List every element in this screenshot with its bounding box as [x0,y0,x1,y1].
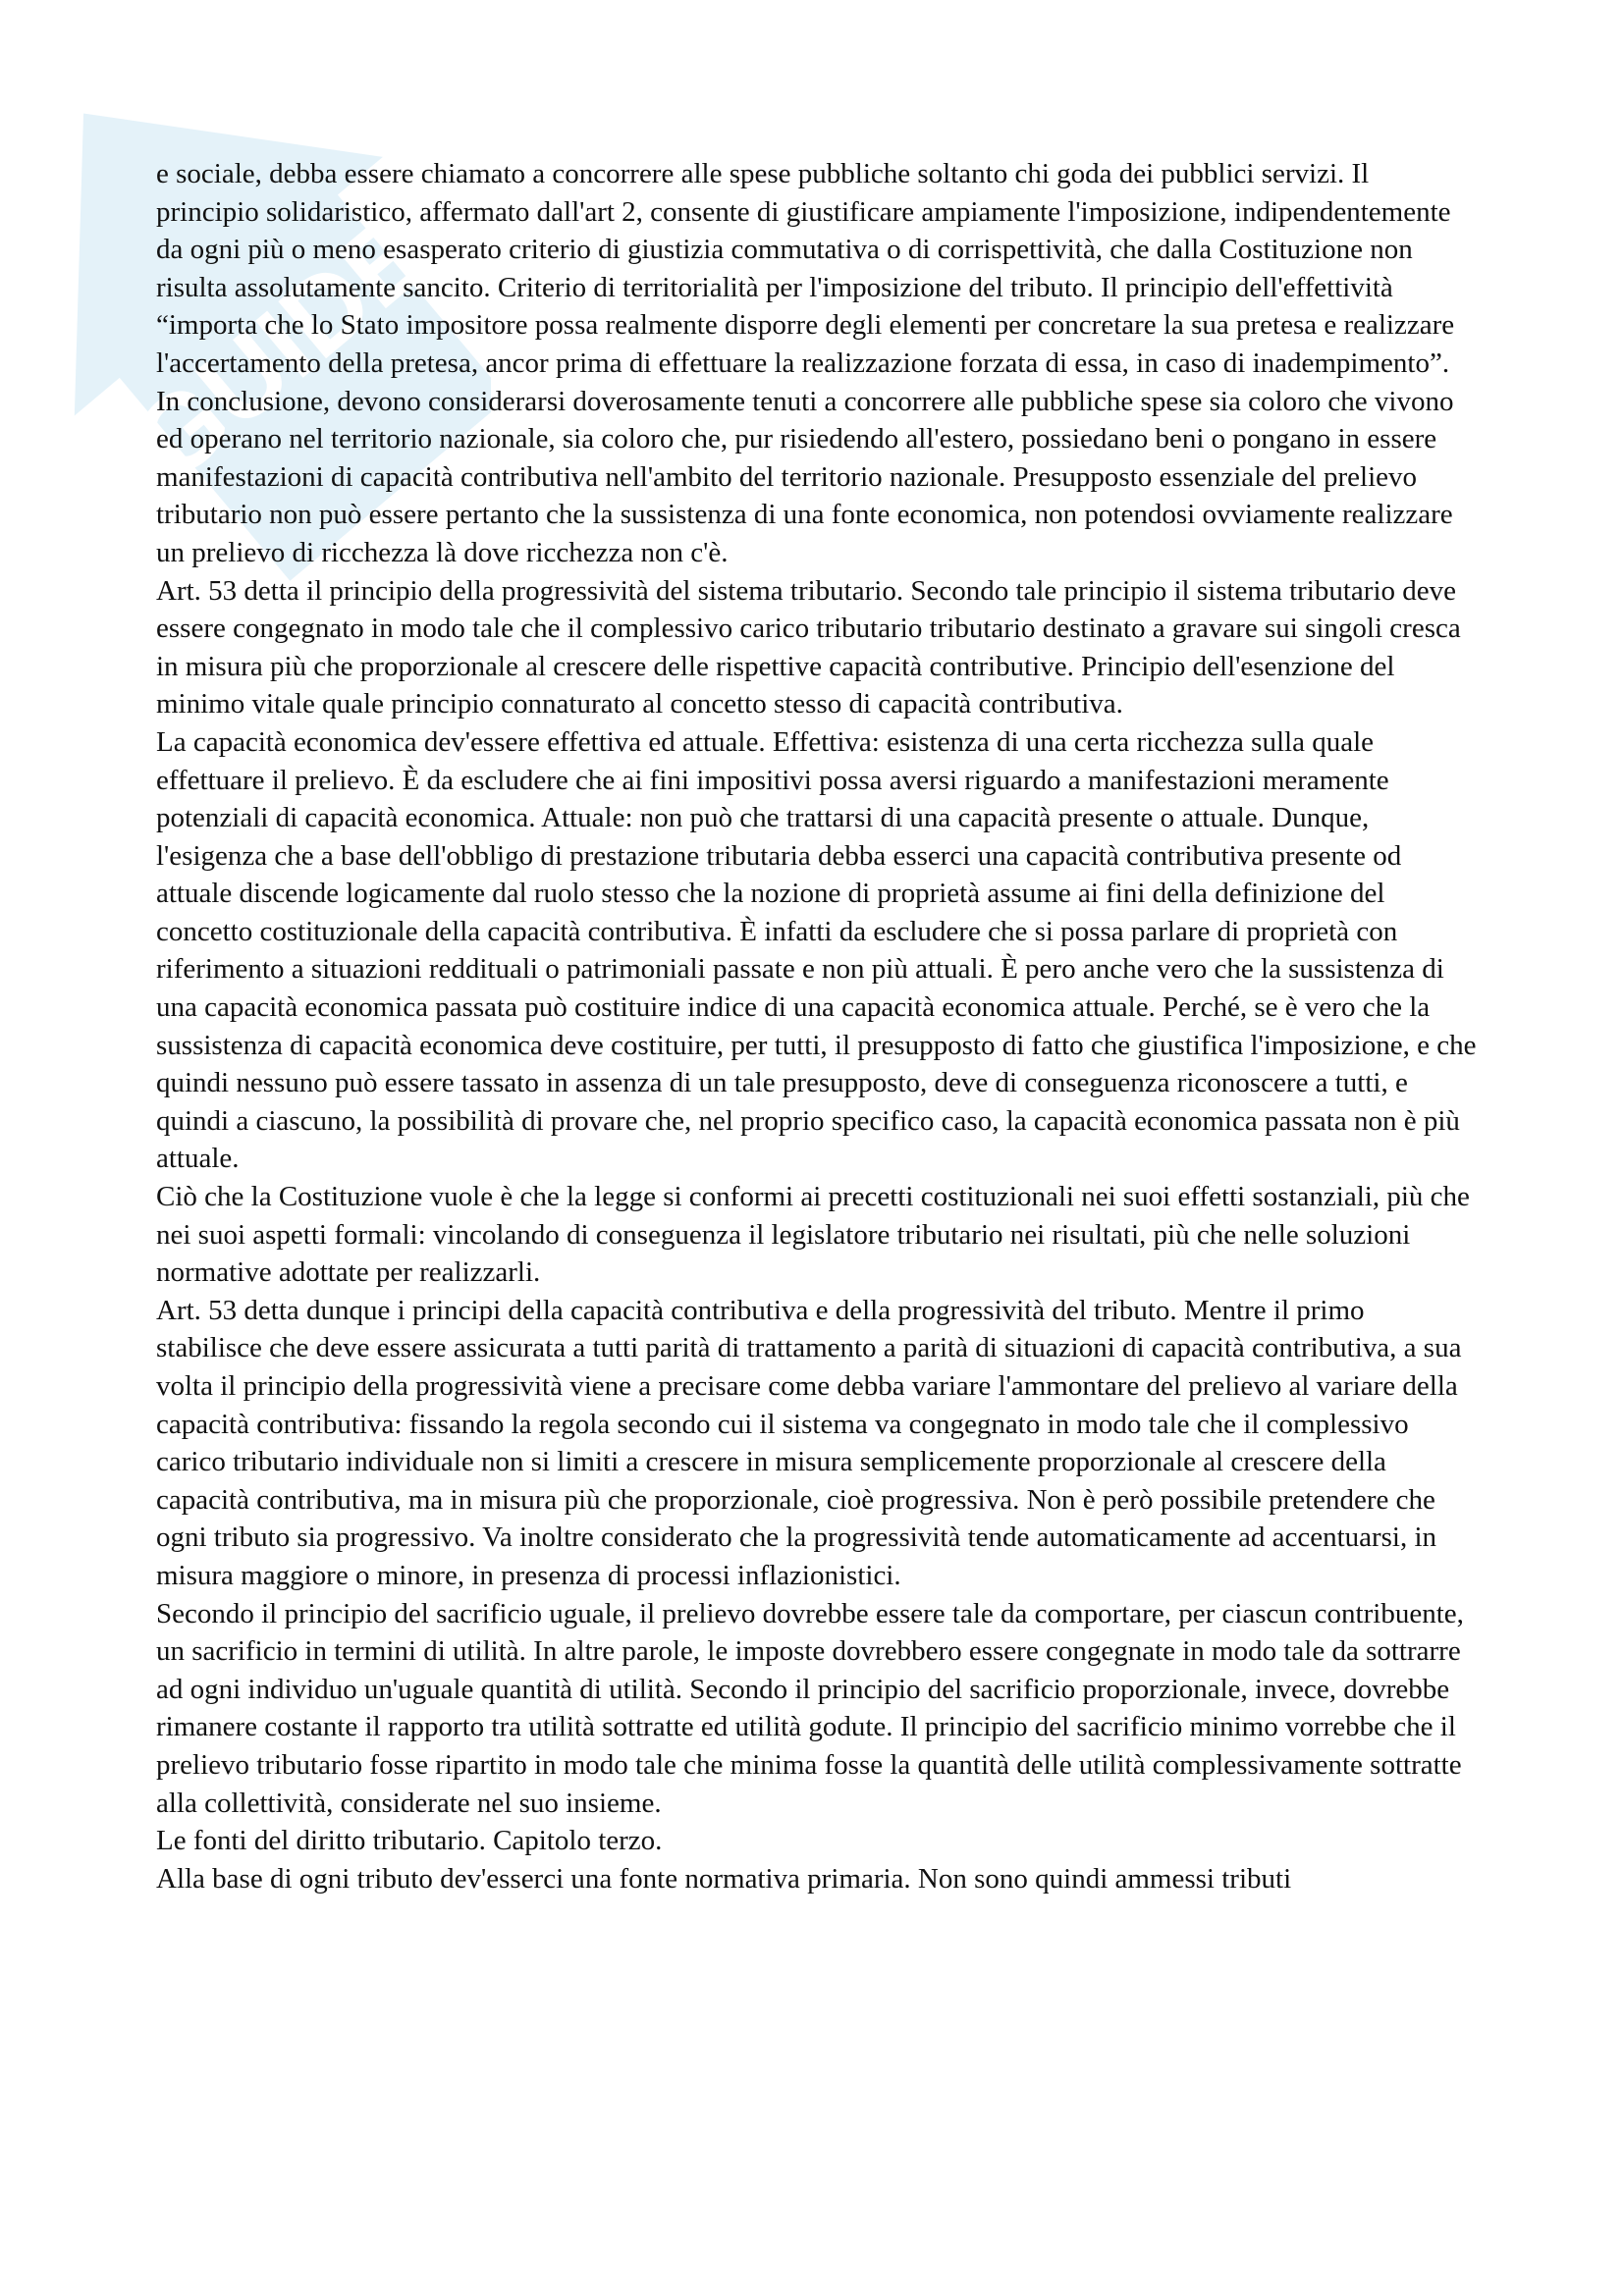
document-body [156,155,1477,1897]
paragraph-2: Art. 53 detta il principio della progressività del sistema tributario. Secondo tale principio il sistema tributario deve essere congegnato in modo tale che il complessivo carico tributario tributario destinato a gravare sui singoli cresca in misura più che proporzionale al crescere delle rispettive capacità contributive. Principio dell'esenzione del minimo vitale quale principio connaturato al concetto stesso di capacità contributiva. [156,574,1461,721]
paragraph-4: Ciò che la Costituzione vuole è che la legge si conformi ai precetti costituzionali nei suoi effetti sostanziali, più che nei suoi aspetti formali: vincolando di conseguenza il legislatore tributario nei risultati, più che nelle soluzioni normative adottate per realizzarli. [156,1181,1470,1289]
paragraph-5: Art. 53 detta dunque i principi della capacità contributiva e della progressività del tributo. Mentre il primo stabilisce che deve essere assicurata a tutti parità di trattamento a parità di situazioni di capacità contributiva, a sua volta il principio della progressività viene a precisare come debba variare l'ammontare del prelievo al variare della capacità contributiva: fissando la regola secondo cui il sistema va congegnato in modo tale che il complessivo carico tributario individuale non si limiti a crescere in misura semplicemente proporzionale al crescere della capacità contributiva, ma in misura più che proporzionale, cioè progressiva. Non è però possibile pretendere che ogni tributo sia progressivo. Va inoltre considerato che la progressività tende automaticamente ad accentuarsi, in misura maggiore o minore, in presenza di processi inflazionistici. [156,1294,1462,1591]
paragraph-6: Secondo il principio del sacrificio uguale, il prelievo dovrebbe essere tale da comportare, per ciascun contribuente, un sacrificio in termini di utilità. In altre parole, le imposte dovrebbero essere congegnate in modo tale da sottrarre ad ogni individuo un'uguale quantità di utilità. Secondo il principio del sacrificio proporzionale, invece, dovrebbe rimanere costante il rapporto tra utilità sottratte ed utilità godute. Il principio del sacrificio minimo vorrebbe che il prelievo tributario fosse ripartito in modo tale che minima fosse la quantità delle utilità complessivamente sottratte alla collettività, considerate nel suo insieme. [156,1597,1464,1819]
section-heading: Le fonti del diritto tributario. Capitolo terzo. [156,1825,663,1857]
paragraph-3: La capacità economica dev'essere effettiva ed attuale. Effettiva: esistenza di una certa ricchezza sulla quale effettuare il prelievo. È da escludere che ai fini impositivi possa aversi riguardo a manifestazioni meramente potenziali di capacità economica. Attuale: non può che trattarsi di una capacità presente o attuale. Dunque, l'esigenza che a base dell'obbligo di prestazione tributaria debba esserci una capacità contributiva presente od attuale discende logicamente dal ruolo stesso che la nozione di proprietà assume ai fini della definizione del concetto costituzionale della capacità contributiva. È infatti da escludere che si possa parlare di proprietà con riferimento a situazioni reddituali o patrimoniali passate e non più attuali. È pero anche vero che la sussistenza di una capacità economica passata può costituire indice di una capacità economica attuale. Perché, se è vero che la sussistenza di capacità economica deve costituire, per tutti, il presupposto di fatto che giustifica l'imposizione, e che quindi nessuno può essere tassato in assenza di un tale presupposto, deve di conseguenza riconoscere a tutti, e quindi a ciascuno, la possibilità di provare che, nel proprio specifico caso, la capacità economica passata non è più attuale. [156,725,1477,1175]
watermark-text: GUIDE [110,191,451,505]
paragraph-7: Alla base di ogni tributo dev'esserci una fonte normativa primaria. Non sono quindi ammessi tributi [156,1862,1292,1895]
paragraph-1: e sociale, debba essere chiamato a concorrere alle spese pubbliche soltanto chi goda dei pubblici servizi. Il principio solidaristico, affermato dall'art 2, consente di giustificare ampiamente l'imposizione, indipendentemente da ogni più o meno esasperato criterio di giustizia commutativa o di corrispettività, che dalla Costituzione non risulta assolutamente sancito. Criterio di territorialità per l'imposizione del tributo. Il principio dell'effettività “importa che lo Stato impositore possa realmente disporre degli elementi per concretare la sua pretesa e realizzare l'accertamento della pretesa, ancor prima di effettuare la realizzazione forzata di essa, in caso di inadempimento”. In conclusione, devono considerarsi doverosamente tenuti a concorrere alle pubbliche spese sia coloro che vivono ed operano nel territorio nazionale, sia coloro che, pur risiedendo all'estero, possiedano beni o pongano in essere manifestazioni di capacità contributiva nell'ambito del territorio nazionale. Presupposto essenziale del prelievo tributario non può essere pertanto che la sussistenza di una fonte economica, non potendosi ovviamente realizzare un prelievo di ricchezza là dove ricchezza non c'è. [156,158,1455,568]
